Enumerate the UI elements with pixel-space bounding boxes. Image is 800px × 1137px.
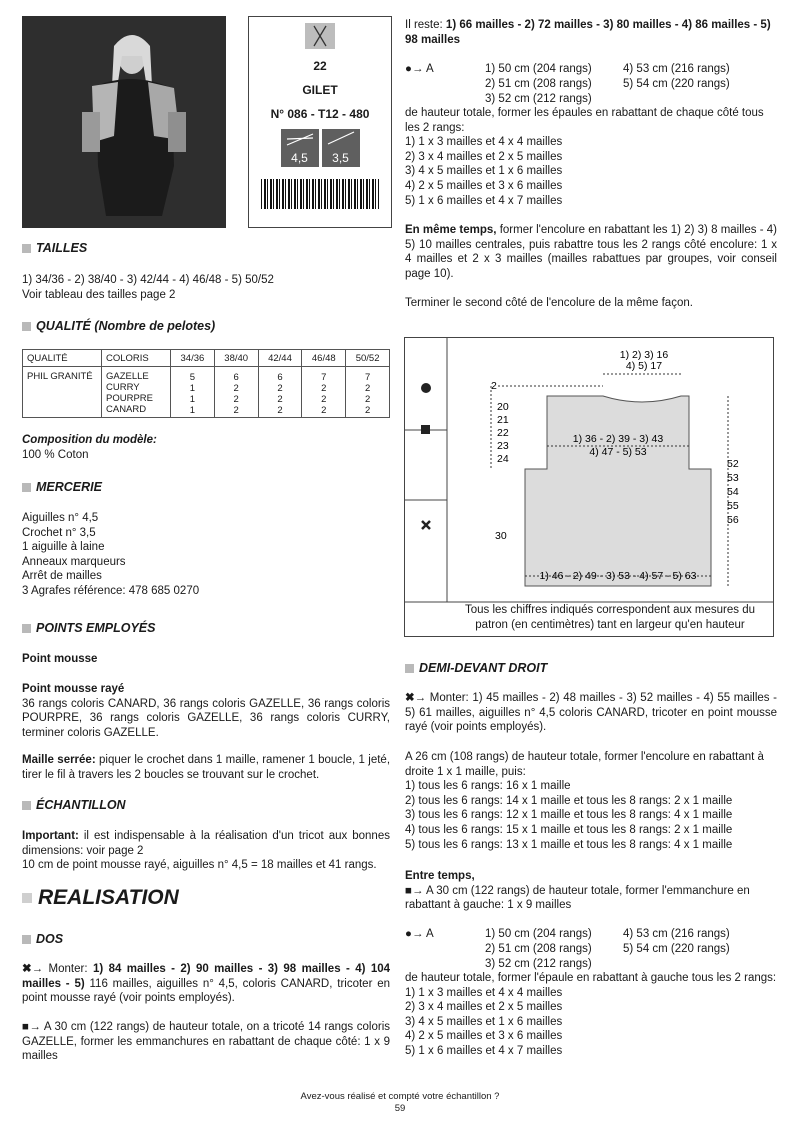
footer-question: Avez-vous réalisé et compté votre échantillon ? <box>300 1091 500 1102</box>
barcode <box>261 179 379 209</box>
knitting-needles-icon <box>305 23 335 49</box>
pattern-schematic <box>404 337 774 637</box>
schema-top-label-2: 4) 5) 17 <box>625 360 663 372</box>
devant-neckline: A 26 cm (108 rangs) de hauteur totale, former l'encolure en rabattant à droite 1 x 1 maille, puis: 1) tous les 6 rangs: 16 x 1 maille 2) tous les 6 rangs: 14 x 1 maille et tous les 8 rangs: 2 x 1 maille 3) tous les 6 rangs: 12 x 1 maille et tous les 8 rangs: 4 x 1 maille 4) tous les 6 rangs: 15 x 1 maille et tous les 8 rangs: 2 x 1 maille 5) tous les 6 rangs: 13 x 1 maille et tous les 8 rangs: 4 x 1 maille <box>405 751 764 851</box>
svg-text:54: 54 <box>727 486 739 498</box>
mercerie-list: Aiguilles n° 4,5 Crochet n° 3,5 1 aiguille à laine Anneaux marqueurs Arrêt de mailles 3 Agrafes référence: 478 685 0270 <box>22 512 200 597</box>
schematic-drawing <box>405 338 773 636</box>
schema-mid-label-2: 4) 47 - 5) 53 <box>589 446 647 458</box>
section-mercerie-title: MERCERIE <box>22 480 102 494</box>
schema-top-label-1: 1) 2) 3) 16 <box>619 349 669 361</box>
yarn-quantity-table: QUALITÉ COLORIS 34/36 38/40 42/44 46/48 50/52 PHIL GRANITÉ GAZELLE CURRY POURPRE CANARD 5 1 1 1 6 2 2 2 6 2 2 2 7 2 2 2 7 2 2 2 <box>22 349 390 418</box>
schema-caption: Tous les chiffres indiqués correspondent aux mesures du patron (en centimètres) tant en largeur qu'en hauteur <box>464 604 755 631</box>
svg-text:52: 52 <box>727 458 739 470</box>
maille-serree: Maille serrée: piquer le crochet dans 1 maille, ramener 1 boucle, 1 jeté, tirer le fil à travers les 2 boucles se trouvant sur le crochet. <box>22 754 391 781</box>
svg-text:21: 21 <box>497 414 509 426</box>
crochet-size-badge: 3,5 <box>322 129 360 167</box>
sizes-list: 1) 34/36 - 2) 38/40 - 3) 42/44 - 4) 46/48 - 5) 50/52 Voir tableau des tailles page 2 <box>22 274 274 301</box>
devant-shoulder: de hauteur totale, former l'épaule en rabattant à gauche tous les 2 rangs: 1) 1 x 3 mailles et 4 x 4 mailles 2) 3 x 4 mailles et 2 x 5 mailles 3) 4 x 5 mailles et 1 x 6 mailles 4) 2 x 5 mailles et 3 x 6 mailles 5) 1 x 6 mailles et 4 x 7 mailles <box>405 972 777 1057</box>
pattern-name: GILET <box>302 83 338 97</box>
remaining-stitches: Il reste: 1) 66 mailles - 2) 72 mailles - 3) 80 mailles - 4) 86 mailles - 5) 98 mailles <box>405 19 771 46</box>
point-mousse: Point mousse <box>22 653 98 665</box>
svg-text:20: 20 <box>497 401 509 413</box>
devant-armhole: Entre temps, ■→ A 30 cm (122 rangs) de hauteur totale, former l'emmanchure en rabattant à gauche: 1 x 9 mailles <box>405 870 750 912</box>
schema-left-30: 30 <box>495 530 507 542</box>
section-echantillon-title: ÉCHANTILLON <box>22 798 126 812</box>
svg-text:2: 2 <box>491 380 497 392</box>
dos-neckline: En même temps, former l'encolure en rabattant les 1) 2) 3) 8 mailles - 4) 5) 10 mailles centrales, puis rabattre tous les 2 rangs côté encolure: 1 x 4 mailles et 2 x 3 mailles (mailles rabattues par groupes, voir conseil page 10). <box>405 224 777 280</box>
schema-mid-label-1: 1) 36 - 2) 39 - 3) 43 <box>572 433 664 445</box>
pattern-number: 22 <box>313 59 327 73</box>
svg-text:56: 56 <box>727 514 739 526</box>
section-dos-title: DOS <box>22 932 63 946</box>
dos-heights-block: ●→ A 1) 50 cm (204 rangs) 2) 51 cm (208 rangs) 3) 52 cm (212 rangs) 4) 53 cm (216 rangs) 5) 54 cm (220 rangs) <box>405 63 730 105</box>
model-figure-illustration <box>22 16 226 228</box>
schema-bottom-label: 1) 46 - 2) 49 - 3) 53 - 4) 57 - 5) 63 <box>539 570 697 582</box>
section-demi-devant-title: DEMI-DEVANT DROIT <box>405 661 547 675</box>
pattern-reference: N° 086 - T12 - 480 <box>270 107 370 121</box>
svg-text:55: 55 <box>727 500 739 512</box>
page-number: 59 <box>394 1103 406 1114</box>
section-tailles-title: TAILLES <box>22 241 87 255</box>
dos-armholes: ■→ A 30 cm (122 rangs) de hauteur totale, on a tricoté 14 rangs coloris GAZELLE, former les emmanchures en rabattant de chaque côté: 1 x 9 mailles <box>22 1021 390 1063</box>
svg-text:22: 22 <box>497 427 509 439</box>
devant-heights-block: ●→ A 1) 50 cm (204 rangs) 2) 51 cm (208 rangs) 3) 52 cm (212 rangs) 4) 53 cm (216 rangs) 5) 54 cm (220 rangs) <box>405 928 730 970</box>
model-photo <box>22 16 226 228</box>
pattern-id-box <box>248 16 392 228</box>
dos-shoulders: de hauteur totale, former les épaules en rabattant de chaque côté tous les 2 rangs: 1) 1 x 3 mailles et 4 x 4 mailles 2) 3 x 4 mailles et 2 x 5 mailles 3) 4 x 5 mailles et 1 x 6 mailles 4) 2 x 5 mailles et 3 x 6 mailles 5) 1 x 6 mailles et 4 x 7 mailles <box>405 107 764 207</box>
dos-finish: Terminer le second côté de l'encolure de la même façon. <box>405 297 693 309</box>
composition: Composition du modèle: 100 % Coton <box>22 434 157 461</box>
svg-text:23: 23 <box>497 440 509 452</box>
point-mousse-raye: Point mousse rayé 36 rangs coloris CANARD, 36 rangs coloris GAZELLE, 36 rangs coloris POURPRE, 36 rangs coloris GAZELLE, 36 rangs coloris CURRY, terminer coloris GAZELLE. <box>22 683 390 739</box>
section-qualite-title: QUALITÉ (Nombre de pelotes) <box>22 319 215 333</box>
yarn-name: PHIL GRANITÉ <box>23 367 102 418</box>
echantillon-text: Important: il est indispensable à la réalisation d'un tricot aux bonnes dimensions: voir page 2 10 cm de point mousse rayé, aiguilles n° 4,5 = 18 mailles et 41 rangs. <box>22 830 390 872</box>
needle-size-badge: 4,5 <box>281 129 319 167</box>
realisation-heading: REALISATION <box>22 886 179 910</box>
svg-text:24: 24 <box>497 453 509 465</box>
footer <box>0 1091 800 1115</box>
section-points-title: POINTS EMPLOYÉS <box>22 621 155 635</box>
dos-cast-on: ✖→ Monter: 1) 84 mailles - 2) 90 mailles - 3) 98 mailles - 4) 104 mailles - 5) 116 mailles, aiguilles n° 4,5, coloris CANARD, tricoter en point mousse rayé (voir points employés). <box>22 963 391 1005</box>
svg-text:53: 53 <box>727 472 739 484</box>
devant-cast-on: ✖→ Monter: 1) 45 mailles - 2) 48 mailles - 3) 52 mailles - 4) 55 mailles - 5) 61 mailles, aiguilles n° 4,5 coloris CANARD, tricoter en point mousse rayé (voir points employés). <box>405 692 777 734</box>
